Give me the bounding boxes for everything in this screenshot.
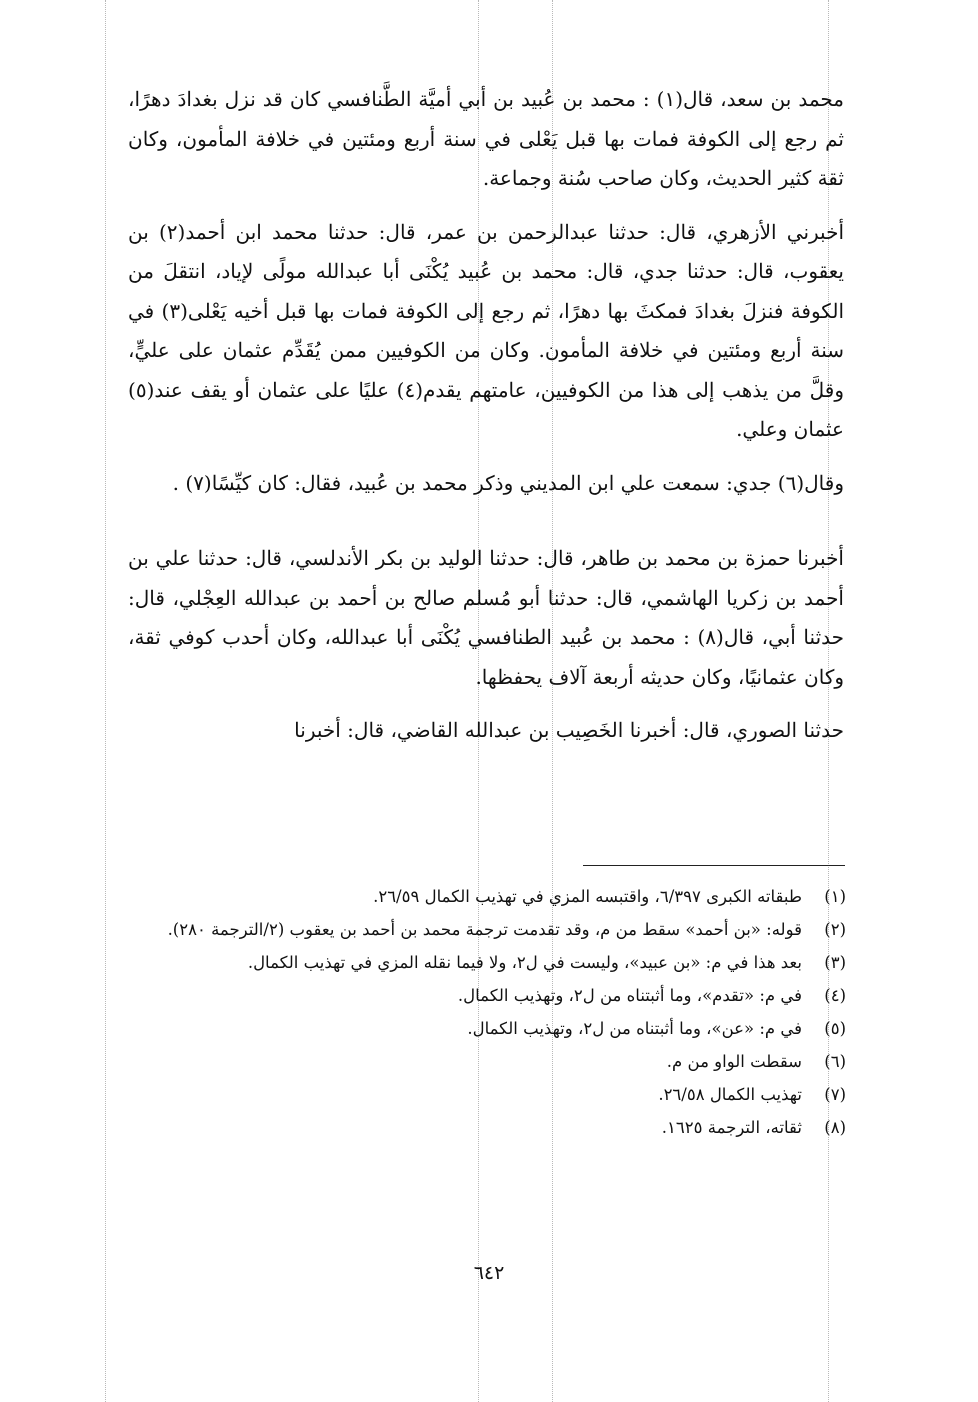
paragraph-text: وقال(٦) جدي: سمعت علي ابن المديني وذكر محمد بن عُبيد، فقال: كان كيِّسًا(٧) . (172, 470, 844, 495)
paragraph-text: محمد بن سعد، قال(١) : محمد بن عُبيد بن أبي أميَّة الطَّنافسي كان قد نزل بغدادَ دهرًا، ثم رجع إلى الكوفة فمات بها قبل يَعْلى في سنة أربع ومئتين في خلافة المأمون، وكان ثقة كثير الحديث، وكان صاحب سُنة وجماعة. (128, 87, 844, 190)
footnote (128, 1111, 846, 1144)
paragraph (128, 213, 844, 450)
paragraph (128, 80, 844, 199)
footnote-number: (٣) (824, 953, 846, 972)
footnote-number: (٢) (824, 920, 846, 939)
paragraph (128, 539, 844, 697)
footnote (128, 913, 846, 946)
footnote-text: في م: «تقدم»، وما أثبتناه من ل٢، وتهذيب الكمال. (457, 986, 802, 1005)
footnote-number: (١) (824, 887, 846, 906)
paragraph-text: أخبرنا حمزة بن محمد بن طاهر، قال: حدثنا الوليد بن بكر الأندلسي، قال: حدثنا علي بن أحمد بن زكريا الهاشمي، قال: حدثنا أبو مُسلم صالح بن أحمد بن عبدالله العِجْلي، قال: حدثنا أبي، قال(٨) : محمد بن عُبيد الطنافسي يُكْنَى أبا عبدالله، وكان أحدب كوفي ثقة، وكان عثمانيًا، وكان حديثه أربعة آلاف يحفظها. (128, 546, 844, 689)
footnote (128, 880, 846, 913)
footnote-text: طبقاته الكبرى ٦/٣٩٧، واقتبسه المزي في تهذيب الكمال ٢٦/٥٩. (373, 887, 802, 906)
page-number: ٦٤٢ (473, 1262, 505, 1284)
paragraph (128, 464, 844, 504)
footnote-text: بعد هذا في م: «بن عبيد»، وليست في ل٢، ولا فيما نقله المزي في تهذيب الكمال. (247, 953, 802, 972)
footnote (128, 1045, 846, 1078)
paragraph-text: حدثنا الصوري، قال: أخبرنا الخَصِيب بن عبدالله القاضي، قال: أخبرنا (294, 718, 844, 742)
footnote-number: (٨) (824, 1118, 846, 1137)
footnote-number: (٦) (824, 1052, 846, 1071)
footnote-number: (٥) (824, 1019, 846, 1038)
footnotes (128, 880, 846, 1144)
footnote-text: سقطت الواو من م. (666, 1052, 802, 1071)
scan-guide-line (105, 0, 106, 1402)
footnote-text: قوله: «بن أحمد» سقط من م، وقد تقدمت ترجمة محمد بن أحمد بن يعقوب (٢/الترجمة ٢٨٠). (167, 920, 802, 939)
footnote-number: (٧) (824, 1085, 846, 1104)
footnote (128, 979, 846, 1012)
footnote (128, 1078, 846, 1111)
paragraph (128, 711, 844, 751)
main-text (128, 80, 844, 765)
footnote (128, 946, 846, 979)
footnote-number: (٤) (824, 986, 846, 1005)
paragraph-text: أخبرني الأزهري، قال: حدثنا عبدالرحمن بن عمر، قال: حدثنا محمد ابن أحمد(٢) بن يعقوب، قال: حدثنا جدي، قال: محمد بن عُبيد يُكْنَى أبا عبدالله مولًى لإياد، انتقلَ من الكوفة فنزلَ بغدادَ فمكثَ بها دهرًا، ثم رجع إلى الكوفة فمات بها قبل أخيه يَعْلى(٣) في سنة أربع ومئتين في خلافة المأمون. وكان من الكوفيين ممن يُقَدِّم عثمان على عليٍّ، وقلَّ من يذهب إلى هذا من الكوفيين، عامتهم يقدم(٤) عليًا على عثمان أو يقف عند(٥) عثمان وعلي. (128, 219, 845, 441)
footnote-text: ثقاته، الترجمة ١٦٢٥. (661, 1118, 802, 1137)
footnote-text: في م: «عن»، وما أثبتناه من ل٢، وتهذيب الكمال. (467, 1019, 802, 1038)
footnote (128, 1012, 846, 1045)
footnote-text: تهذيب الكمال ٢٦/٥٨. (658, 1085, 802, 1104)
paragraph-gap (128, 517, 844, 539)
footnote-separator (583, 865, 845, 866)
